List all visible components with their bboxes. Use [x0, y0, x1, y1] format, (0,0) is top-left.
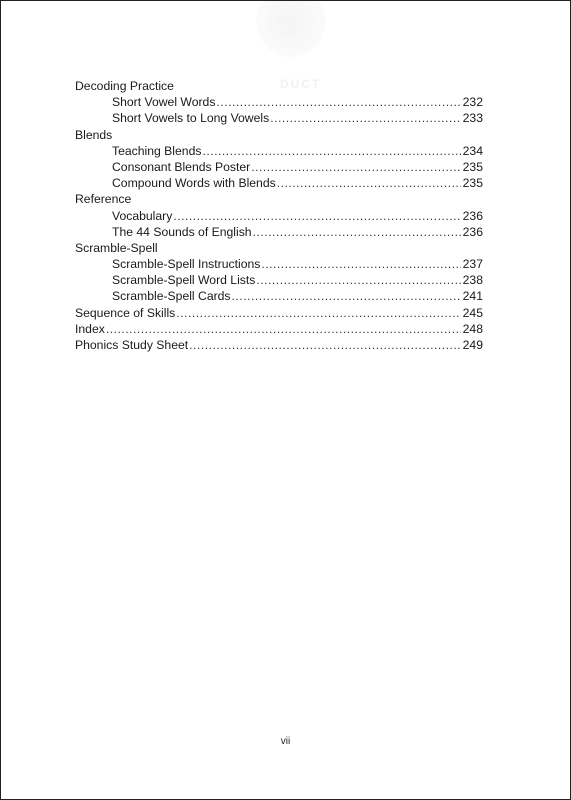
toc-entry	[75, 94, 483, 110]
dot-leader	[232, 288, 461, 304]
dot-leader	[277, 175, 461, 191]
toc-entry-title: Index	[75, 321, 105, 336]
toc-page-number: 235	[462, 176, 483, 191]
toc-page-number: 237	[462, 257, 483, 272]
dot-leader	[253, 224, 461, 240]
toc-page-number: 234	[462, 143, 483, 158]
toc-entry-title: Scramble-Spell Cards	[112, 289, 231, 304]
dot-leader	[261, 256, 460, 272]
dot-leader	[270, 110, 460, 126]
dot-leader	[256, 272, 460, 288]
toc-entry-title: Vocabulary	[112, 208, 173, 223]
toc-entry-title: Consonant Blends Poster	[112, 159, 251, 174]
toc-page-number: 235	[462, 159, 483, 174]
toc-page-number: 248	[462, 321, 483, 336]
toc-entry-title: Compound Words with Blends	[112, 176, 276, 191]
toc-entry	[75, 256, 483, 272]
faded-seal-watermark	[256, 0, 326, 57]
toc-entry-title: Phonics Study Sheet	[75, 338, 189, 352]
toc-top-entry	[75, 321, 483, 337]
toc-entry	[75, 288, 483, 304]
toc-heading-title: Blends	[75, 127, 113, 142]
dot-leader	[202, 143, 460, 159]
toc-page-number: 245	[462, 305, 483, 320]
toc-heading-title: Decoding Practice	[75, 79, 174, 93]
toc-entry	[75, 272, 483, 288]
toc-page-number: 232	[462, 95, 483, 110]
dot-leader	[189, 337, 461, 353]
toc-entry	[75, 175, 483, 191]
toc-entry	[75, 110, 483, 126]
toc-page-number: 236	[462, 224, 483, 239]
toc-page-number: 233	[462, 111, 483, 126]
toc-entry-title: The 44 Sounds of English	[112, 224, 252, 239]
toc-entry	[75, 159, 483, 175]
toc-heading-title: Reference	[75, 192, 132, 207]
toc-top-entry	[75, 305, 483, 321]
toc-section-heading	[75, 127, 483, 143]
bleed-through-text: DUCT	[280, 77, 322, 91]
toc-entry-title: Short Vowel Words	[112, 95, 216, 110]
toc-page-number: 238	[462, 273, 483, 288]
toc-heading-title: Scramble-Spell	[75, 240, 158, 255]
toc-entry-title: Sequence of Skills	[75, 305, 176, 320]
toc-entry	[75, 143, 483, 159]
dot-leader	[216, 94, 460, 110]
toc-section-heading	[75, 78, 483, 94]
toc-top-entry	[75, 337, 483, 353]
toc-entry	[75, 224, 483, 240]
table-of-contents	[75, 78, 483, 353]
toc-entry	[75, 208, 483, 224]
toc-section-heading	[75, 191, 483, 207]
dot-leader	[176, 305, 460, 321]
toc-page-number: 236	[462, 208, 483, 223]
toc-entry-title: Scramble-Spell Word Lists	[112, 273, 256, 288]
dot-leader	[251, 159, 460, 175]
toc-entry-title: Teaching Blends	[112, 143, 202, 158]
toc-section-heading	[75, 240, 483, 256]
dot-leader	[173, 208, 460, 224]
toc-entry-title: Scramble-Spell Instructions	[112, 257, 261, 272]
page-number-footer: vii	[280, 736, 291, 747]
toc-entry-title: Short Vowels to Long Vowels	[112, 111, 270, 126]
toc-page-number: 249	[462, 338, 483, 352]
toc-page-number: 241	[462, 289, 483, 304]
dot-leader	[106, 321, 461, 337]
